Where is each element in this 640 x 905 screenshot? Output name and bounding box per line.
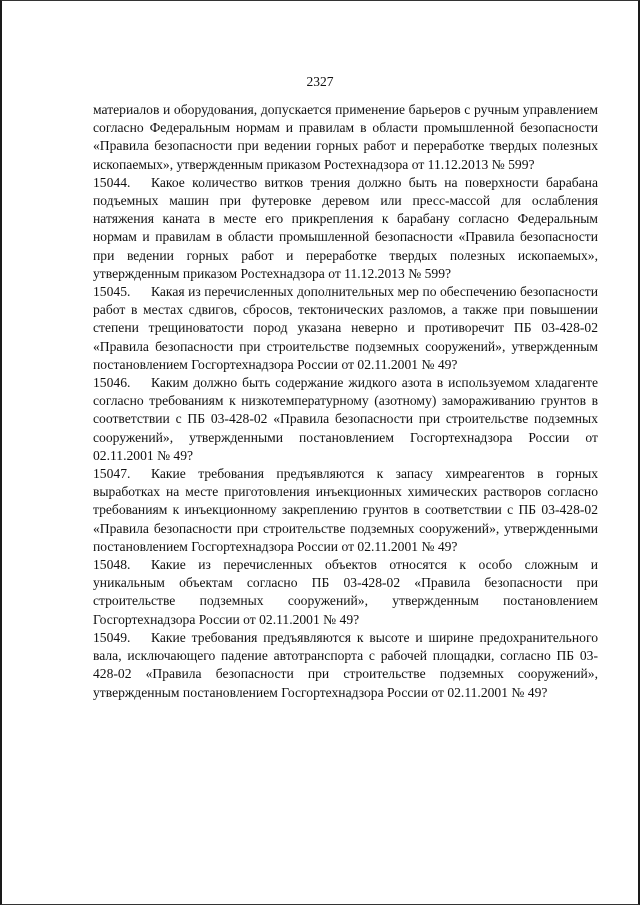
- question-text: Какие требования предъявляются к высоте и ширине предохранительного вала, исключающего падение автотранспорта с рабочей площадки, согласно ПБ 03-428-02 «Правила безопасности при строительстве подземных сооружений», утвержденным постановлением Госгортехнадзора России от 02.11.2001 № 49?: [93, 629, 598, 700]
- question-text: Какая из перечисленных дополнительных мер по обеспечению безопасности работ в местах сдвигов, сбросов, тектонических разломов, а также при повышении степени трещиноватости пород указана неверно и противоречит ПБ 03-428-02 «Правила безопасности при строительстве подземных сооружений», утвержденным постановлением Госгортехнадзора России от 02.11.2001 № 49?: [93, 284, 598, 372]
- question-15048: [93, 556, 598, 629]
- question-15044: [93, 174, 598, 283]
- question-text: Какие из перечисленных объектов относятся к особо сложным и уникальным объектам согласно ПБ 03-428-02 «Правила безопасности при строительстве подземных сооружений», утвержденным постановлением Госгортехнадзора России от 02.11.2001 № 49?: [93, 557, 598, 627]
- question-15046: [93, 374, 598, 465]
- continuation-paragraph: материалов и оборудования, допускается применение барьеров с ручным управлением согласно Федеральным нормам и правилам в области промышленной безопасности «Правила безопасности при ведении горных работ и переработке твердых полезных ископаемых», утвержденным приказом Ростехнадзора от 11.12.2013 № 599?: [93, 102, 598, 172]
- question-number: 15048.: [93, 557, 131, 573]
- question-text: Какое количество витков трения должно быть на поверхности барабана подъемных машин при футеровке деревом или пресс-массой для ослабления натяжения каната в месте его прикрепления к барабану согласно Федеральным нормам и правилам в области промышленной безопасности «Правила безопасности при ведении горных работ и переработке твердых полезных ископаемых», утвержденным приказом Ростехнадзора от 11.12.2013 № 599?: [93, 174, 598, 281]
- question-number: 15047.: [93, 466, 131, 482]
- question-number: 15049.: [93, 629, 131, 645]
- question-number: 15046.: [93, 375, 131, 391]
- question-number: 15045.: [93, 284, 131, 300]
- question-15049: [93, 629, 598, 702]
- question-text: Каким должно быть содержание жидкого азота в используемом хладагенте согласно требованиям к низкотемпературному (азотному) замораживанию грунтов в соответствии с ПБ 03-428-02 «Правила безопасности при строительстве подземных сооружений», утвержденными постановлением Госгортехнадзора России от 02.11.2001 № 49?: [93, 375, 598, 463]
- question-text: Какие требования предъявляются к запасу химреагентов в горных выработках на месте приготовления инъекционных химических растворов согласно требованиям к инъекционному закреплению грунтов в соответствии с ПБ 03-428-02 «Правила безопасности при строительстве подземных сооружений», утвержденными постановлением Госгортехнадзора России от 02.11.2001 № 49?: [93, 466, 598, 554]
- question-15045: [93, 283, 598, 374]
- page-number: 2327: [306, 74, 334, 89]
- question-number: 15044.: [93, 174, 131, 190]
- question-15047: [93, 465, 598, 556]
- document-body: [93, 101, 598, 702]
